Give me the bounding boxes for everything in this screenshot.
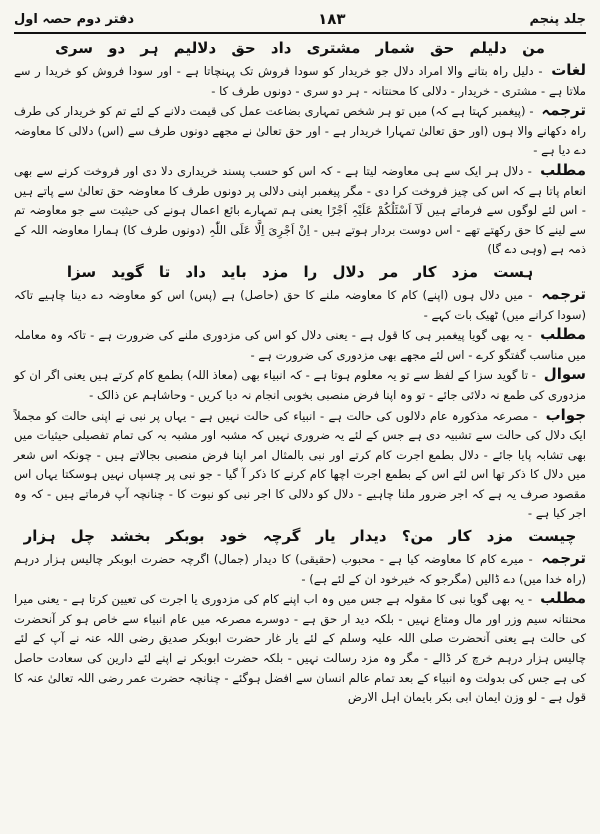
paragraph-text: - دلیل راہ بتانے والا امراد دلال جو خریدار کو سودا فروش تک پہنچاتا ہے - اور سودا فروش کو خریدا ر سے ملاتا ہے - مشتری - خریدار - دلالی کا محنتانہ - ہر دو سری - دونوں طرف کا - bbox=[14, 64, 586, 98]
paragraph bbox=[14, 406, 586, 525]
paragraph-heading: مطلب bbox=[540, 589, 587, 608]
paragraph-heading: لغات bbox=[551, 61, 587, 79]
paragraph-text: - مصرعہ مذکورہ عام دلالوں کی حالت ہے - انبیاء کی حالت نہیں ہے - یہاں پر نبی نے اپنی حالت کو مجملاً ایک دلال کی حالت سے تشبیہ دی ہے جس کے لئے یہ ضروری نہیں کہ مشبہ اور مشبہ بہ کی تمام تفصیلی حیثیات میں بھی تشابہ پایا جائے - دلال بطمع اجرت کام کرتے اور نبی بالمثال امر اپنا فرض منصبی بجالاتے ہیں - چونکہ اس شعر میں دلال کا ذکر تھا اس لئے اس کے بطمع اجرت اچھا کام کرنے کا ذکر آ گیا - جو نبی پر چسپاں نہیں ہوسکتا یہاں اس مقصود صرف یہ ہے کہ اجر ضرور ملنا چاہیے - دلال کو دلالی کا اجر نبی کو نبوت کا - چنانچہ آپ فرماتے ہیں - کہ وہ اجر کیا ہے - bbox=[14, 408, 586, 521]
paragraph-text: - میرے کام کا معاوضہ کیا ہے - محبوب (حقیقی) کا دیدار (جمال) اگرچہ حضرت ابوبکر چالیس ہزار درہم (راہ خدا میں) دے ڈالیں (مگرجو کہ خیرخود ان کے لئے ہے) - bbox=[14, 552, 586, 586]
paragraph-heading: ترجمہ bbox=[541, 284, 586, 303]
paragraph-heading: ترجمہ bbox=[541, 549, 587, 568]
paragraph-text: - میں دلال ہوں (اپنے) کام کا معاوضہ ملنے کا حق (حاصل) ہے (پس) اس کو معاوضہ دے دینا چاہیے تاکہ (سودا کرانے میں) ٹھیک بات کہے - bbox=[14, 287, 586, 322]
paragraph bbox=[14, 365, 586, 405]
paragraph-heading: سوال bbox=[543, 365, 586, 384]
page-number: ١٨٣ bbox=[318, 10, 346, 28]
paragraph bbox=[14, 285, 586, 325]
paragraph bbox=[14, 549, 586, 589]
paragraph-text: - دلال ہر ایک سے ہی معاوضہ لیتا ہے - کہ اس کو حسب پسند خریداری دلا دی اور فروخت کرنے سے بھی انعام پاتا ہے کہ اس کی چیز فروخت کرا دی - مگر پیغمبر اپنی دلالی پر دونوں طرف کا معاوضہ حق تعالیٰ سے پاتے ہیں - اس لئے لوگوں سے فرماتے ہیں لَآ اَسْئَلُکُمْ عَلَیْہِ اَجْرًا یعنی ہم تمہارے بائع اعمال ہونے کی حیثیت سے جو معاوضہ تم سے لینے کا حق رکھتے تھے - اس دوست بردار ہوتے ہیں - اِنْ اَجْرِیَ اِلَّا عَلَی اللّٰہِ (دونوں طرف کا) ہمارا معاوضہ اللہ کے ذمہ ہے (وہی دے گا) bbox=[14, 163, 586, 257]
paragraph-text: - تا گوید سزا کے لفظ سے تو یہ معلوم ہوتا ہے - کہ انبیاء بھی (معاذ اللہ) بطمع کام کرتے ہیں یعنی اگر ان کو مزدوری کی طمع نہ دلائی جائے - تو وہ اپنا فرض منصبی بخوبی انجام نہ دیا کریں - وحاشاہم عن ذالک - bbox=[14, 368, 586, 402]
paragraph-heading: ترجمہ bbox=[541, 101, 586, 120]
verse-line: ہست مزد کار مر دلال را مزد باید داد تا گوید سزا bbox=[66, 262, 534, 281]
verse-line: چیست مزد کار من؟ دیدار یار گرچہ خود بوبکر بخشد چل ہزار bbox=[23, 527, 577, 546]
paragraph bbox=[14, 61, 586, 101]
paragraph-heading: مطلب bbox=[540, 160, 586, 179]
section-label: دفتر دوم حصہ اول bbox=[14, 11, 135, 27]
paragraph-text: - یہ بھی گویا پیغمبر ہی کا قول ہے - یعنی دلال کو اس کی مزدوری ملنے کی ضرورت ہے - تاکہ وہ معاملہ میں مناسب گفتگو کرے - اس لئے مجھے بھی مزدوری کی ضرورت ہے - bbox=[14, 328, 586, 362]
paragraph bbox=[14, 589, 586, 708]
paragraph-text: - (پیغمبر کہتا ہے کہ) میں تو ہر شخص تمہاری بضاعت عمل کی قیمت دلانے کے لئے تم کو خریدار کی طرف راہ دکھانے والا ہوں (اور حق تعالیٰ تمہارا خریدار ہے - اور حق تعالیٰ نے مجھے دونوں طرف سے (اس) دلالی کا معاوضہ دے دیا ہے - bbox=[14, 104, 586, 158]
paragraph-heading: مطلب bbox=[540, 325, 586, 344]
page-body bbox=[14, 38, 586, 708]
verse-line: من دلیلم حق شمار مشتری داد حق دلالیم ہر دو سری bbox=[55, 39, 545, 57]
page-header bbox=[14, 6, 586, 34]
volume-label: جلد پنجم bbox=[529, 11, 586, 27]
paragraph-text: - یہ بھی گویا نبی کا مقولہ ہے جس میں وہ اب اپنے کام کی مزدوری یا اجرت کی تعیین کرتا ہے - یعنی میرا محنتانہ سیم وزر اور مال ومتاع نہیں - بلکہ دید ار حق ہے - دوسرے مصرعہ میں عام انبیاء سے خاص ہو کر آنحضرت کی حالت ہے یعنی آنحضرت صلی اللہ علیہ وسلم کے لئے یار غار حضرت ابوبکر صدیق رضی اللہ عنہ نے آپ کے لئے چالیس ہزار درہم خرچ کر ڈالے - مگر وہ مزد رسالت نہیں - بلکہ حضرت ابوبکر نے اپنے لئے دارین کی سعادت حاصل کی ہے جس کی بدولت وہ انبیاء کے بعد تمام عالم انسان سے افضل ہوگئے - چنانچہ حضرت عمر رضی اللہ تعالیٰ عنہ کا قول ہے - لو وزن ایمان ابی بکر بایمان اہل الارض bbox=[14, 592, 586, 705]
paragraph-heading: جواب bbox=[545, 405, 587, 424]
paragraph bbox=[14, 101, 586, 161]
paragraph bbox=[14, 161, 586, 260]
paragraph bbox=[14, 325, 586, 365]
